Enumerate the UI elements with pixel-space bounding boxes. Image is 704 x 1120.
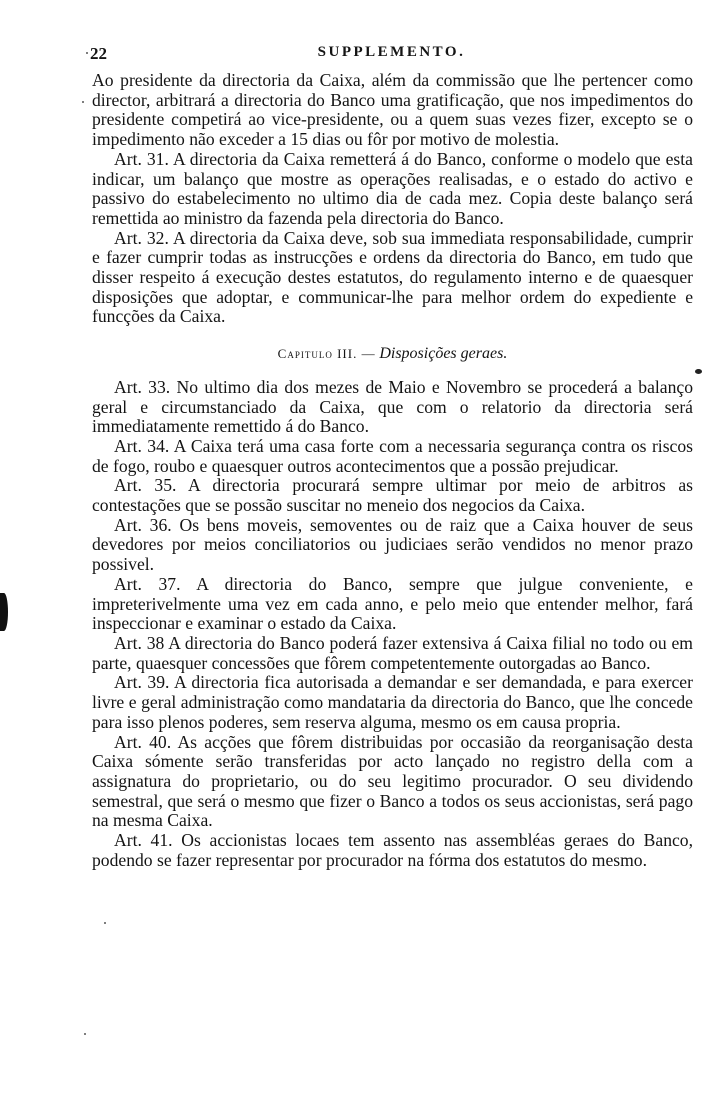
article-number: Art. 36. (114, 514, 172, 535)
running-head: SUPPLEMENTO. (317, 44, 466, 60)
scan-speck (82, 101, 84, 103)
article-37 (92, 575, 693, 634)
article-number: Art. 35. (114, 475, 177, 496)
article-41 (92, 831, 693, 870)
article-33 (92, 378, 693, 437)
article-40 (92, 733, 693, 832)
scan-speck (84, 1033, 86, 1035)
article-text: A directoria do Banco poderá fazer extensiva á Caixa filial no todo ou em parte, quaesquer concessões que fôrem competentemente outorgadas ao Banco. (92, 632, 693, 673)
chapter-title: Disposições geraes. (379, 345, 508, 363)
article-text: A directoria fica autorisada a demandar e ser demandada, e para exercer livre e geral administração como mandataria da directoria do Banco, que lhe concede para isso plenos poderes, sem reserva alguma, mesmo os em causa propria. (92, 672, 693, 732)
article-number: Art. 31. (114, 148, 169, 169)
article-number: Art. 33. (114, 376, 171, 397)
paragraph-continuation (92, 71, 693, 150)
article-number: Art. 41. (114, 830, 173, 851)
article-number: Art. 39. (114, 672, 170, 693)
article-text: Os bens moveis, semoventes ou de raiz que a Caixa houver de seus devedores por meios conciliatorios ou judiciaes serão vendidos no menor prazo possivel. (92, 514, 693, 575)
article-39 (92, 673, 693, 732)
article-32 (92, 229, 693, 328)
ink-blot-mark (0, 593, 8, 631)
chapter-heading (92, 344, 693, 365)
article-36 (92, 516, 693, 575)
article-text: No ultimo dia dos mezes de Maio e Novembro se procederá a balanço geral e circumstanciado da Caixa, que com o relatorio da directoria será immediatamente remettido á do Banco. (92, 376, 693, 437)
scan-speck (104, 922, 106, 924)
paragraph-text: Ao presidente da directoria da Caixa, além da commissão que lhe pertencer como director, arbitrará a directoria do Banco uma gratificação, que nos impedimentos do presidente competirá ao vice-presidente, ou a quem suas vezes fizer, excepto se o impedimento não exceder a 15 dias ou fôr por motivo de molestia. (92, 70, 693, 150)
ink-speck-mark (695, 369, 702, 374)
article-number: Art. 32. (114, 227, 169, 248)
article-number: Art. 40. (114, 731, 172, 752)
chapter-label: Capitulo III. — (277, 346, 376, 362)
page-number: 22 (90, 44, 107, 63)
page-header (90, 44, 693, 66)
article-text: A directoria do Banco, sempre que julgue conveniente, e impreterivelmente uma vez em cada anno, e pelo meio que entender melhor, fará inspeccionar e examinar o estado da Caixa. (92, 573, 693, 634)
article-number: Art. 38 (114, 632, 165, 653)
article-text: Os accionistas locaes tem assento nas assembléas geraes do Banco, podendo se fazer representar por procurador na fórma dos estatutos do mesmo. (92, 830, 693, 870)
article-number: Art. 34. (114, 435, 170, 456)
article-31 (92, 150, 693, 229)
article-text: A directoria da Caixa remetterá á do Banco, conforme o modelo que esta indicar, um balanço que mostre as operações realisadas, e o estado do activo e passivo do estabelecimento no ultimo dia de cada mez. Copia deste balanço será remettida ao ministro da fazenda pela directoria do Banco. (92, 148, 693, 228)
article-text: A directoria da Caixa deve, sob sua immediata responsabilidade, cumprir e fazer cumprir todas as instrucções e ordens da directoria do Banco, em tudo que disser respeito á execução destes estatutos, do regulamento interno e de quaesquer disposições que adoptar, e communicar-lhe para melhor ordem do expediente e funcções da Caixa. (92, 227, 693, 327)
article-number: Art. 37. (114, 573, 181, 594)
article-text: A Caixa terá uma casa forte com a necessaria segurança contra os riscos de fogo, roubo e quaesquer outros acontecimentos que a possão prejudicar. (92, 435, 693, 476)
article-38 (92, 634, 693, 673)
body-text (92, 71, 693, 870)
article-text: As acções que fôrem distribuidas por occasião da reorganisação desta Caixa sómente serão transferidas por acto lançado no registro della com a assignatura do proprietario, ou do seu legitimo procurador. O seu dividendo semestral, que será o mesmo que fizer o Banco a todos os seus accionistas, será pago na mesma Caixa. (92, 731, 693, 831)
article-34 (92, 437, 693, 476)
scan-speck (86, 52, 88, 54)
article-35 (92, 476, 693, 515)
article-text: A directoria procurará sempre ultimar por meio de arbitros as contestações que se possão suscitar no meneio dos negocios da Caixa. (92, 475, 693, 516)
